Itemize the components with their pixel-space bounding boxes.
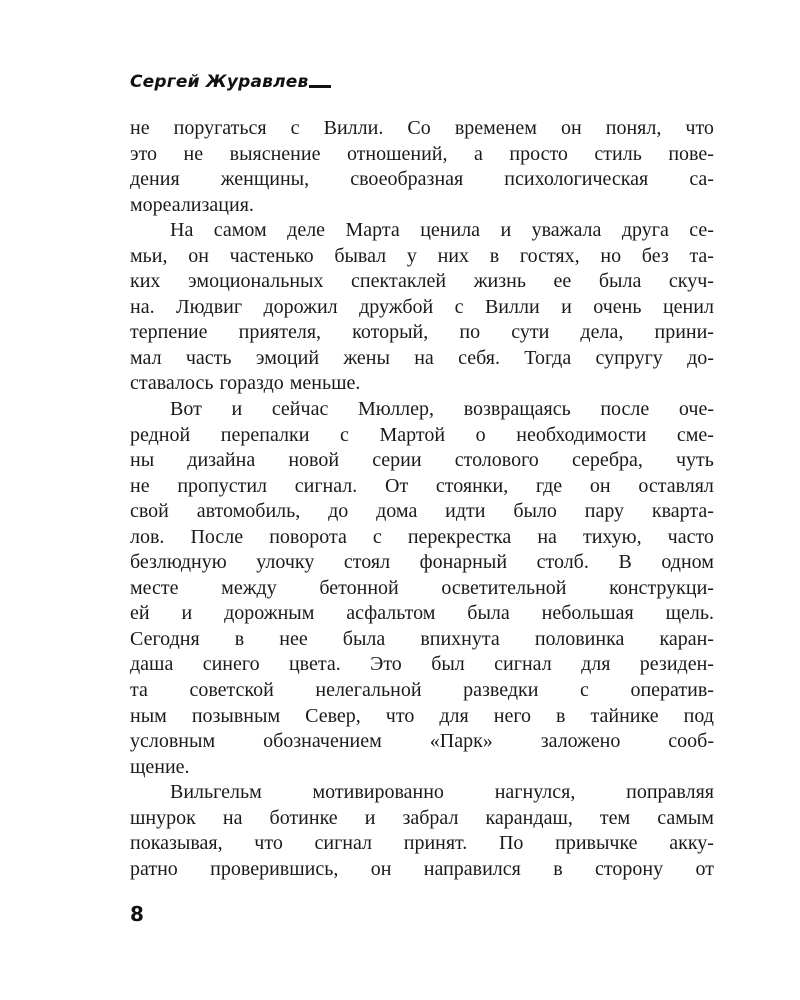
- header-rule: [309, 85, 331, 88]
- text-line: редной перепалки с Мартой о необходимости сме-: [130, 423, 714, 446]
- text-line: на. Людвиг дорожил дружбой с Вилли и очень ценил: [130, 295, 714, 318]
- text-line: это не выяснение отношений, а просто стиль пове-: [130, 142, 714, 165]
- text-line: мал часть эмоций жены на себя. Тогда супругу до-: [130, 346, 714, 369]
- text-line: ставалось гораздо меньше.: [130, 372, 361, 395]
- text-line: ратно проверившись, он направился в сторону от: [130, 857, 714, 880]
- text-line: Вот и сейчас Мюллер, возвращаясь после оче-: [170, 398, 714, 421]
- text-line: даша синего цвета. Это был сигнал для резиден-: [130, 653, 714, 676]
- text-line: ны дизайна новой серии столового серебра, чуть: [130, 449, 714, 472]
- text-line: месте между бетонной осветительной конструкци-: [130, 576, 714, 599]
- body-text: [130, 116, 714, 882]
- text-line: та советской нелегальной разведки с оператив-: [130, 679, 714, 702]
- text-line: условным обозначением «Парк» заложено сооб-: [130, 730, 714, 753]
- running-header: [130, 64, 331, 92]
- text-line: ких эмоциональных спектаклей жизнь ее была скуч-: [130, 270, 714, 293]
- text-line: На самом деле Марта ценила и уважала друга се-: [170, 219, 714, 242]
- text-line: мореализация.: [130, 193, 254, 216]
- text-line: дения женщины, своеобразная психологическая са-: [130, 168, 714, 191]
- text-line: Вильгельм мотивированно нагнулся, поправляя: [170, 781, 714, 804]
- text-line: терпение приятеля, который, по сути дела, прини-: [130, 321, 714, 344]
- text-line: показывая, что сигнал принят. По привычке акку-: [130, 832, 714, 855]
- text-line: лов. После поворота с перекрестка на тихую, часто: [130, 525, 714, 548]
- text-line: свой автомобиль, до дома идти было пару кварта-: [130, 500, 714, 523]
- text-line: ным позывным Север, что для него в тайнике под: [130, 704, 714, 727]
- text-line: мьи, он частенько бывал у них в гостях, но без та-: [130, 244, 714, 267]
- text-line: не пропустил сигнал. От стоянки, где он оставлял: [130, 474, 714, 497]
- header-author: Сергей Журавлев: [130, 72, 309, 92]
- text-line: шнурок на ботинке и забрал карандаш, тем самым: [130, 806, 714, 829]
- text-line: ей и дорожным асфальтом была небольшая щель.: [130, 602, 714, 625]
- text-line: не поругаться с Вилли. Со временем он понял, что: [130, 117, 714, 139]
- page-number: 8: [130, 902, 144, 926]
- text-line: щение.: [130, 755, 190, 778]
- text-line: безлюдную улочку стоял фонарный столб. В одном: [130, 551, 714, 574]
- text-line: Сегодня в нее была впихнута половинка каран-: [130, 627, 714, 650]
